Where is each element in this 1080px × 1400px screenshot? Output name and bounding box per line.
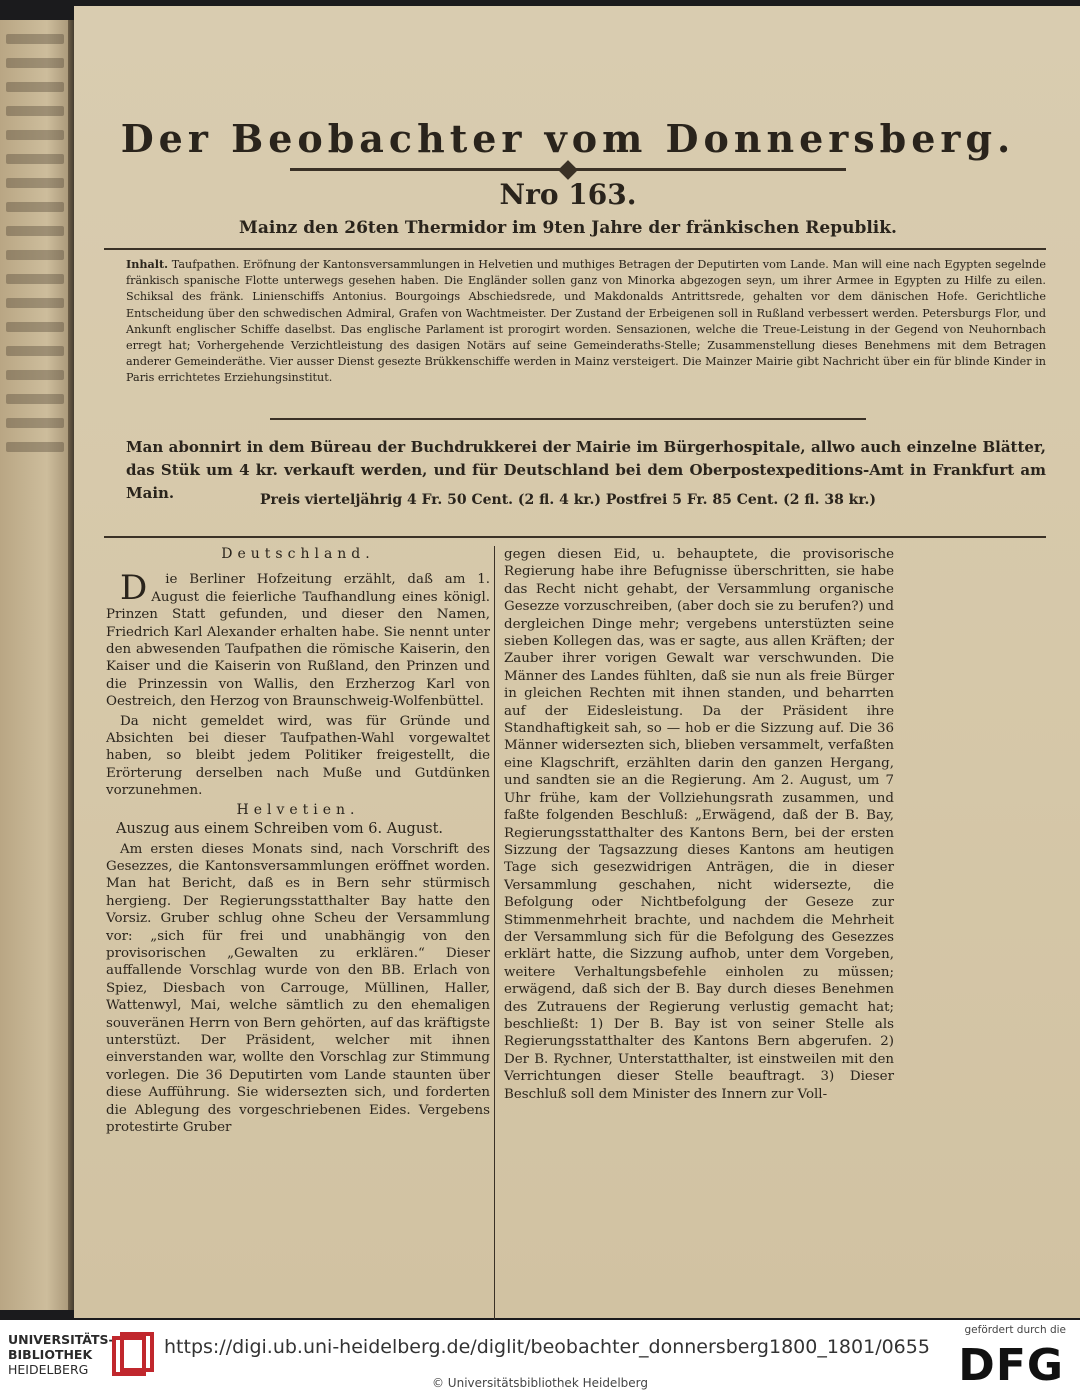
viewer-footer [0,1320,1080,1400]
permalink-url[interactable]: https://digi.ub.uni-heidelberg.de/diglit/beobachter_donnersberg1800_1801/0655 [164,1336,930,1358]
divider [270,418,866,420]
copyright-notice: © Universitätsbibliothek Heidelberg [431,1376,648,1390]
contents-summary [126,256,1046,387]
paragraph: Die Berliner Hofzeitung erzählt, daß am 1. August die feierliche Taufhandlung eines königl. Prinzen Statt gefunden, und dieser den Namen, Friedrich Karl Alexander erhalten habe. Sie nennt unter den abwesenden Taufpathen die römische Kaiserin, den Kaiser und die Kaiserin von Rußland, den Prinzen und die Prinzessin von Wallis, den Erzherzog Karl von Oestreich, den Herzog von Braunschweig-Wolfenbüttel. [106,568,490,710]
issue-number: Nro 163. [499,178,637,211]
divider [104,536,1046,538]
funding-caption: gefördert durch die [964,1324,1066,1336]
divider [104,248,1046,250]
column-right [504,546,894,1105]
article-subheading: Auszug aus einem Schreiben vom 6. August. [116,821,444,838]
masthead-title: Der Beobachter vom Donnersberg. [120,116,1016,161]
page-content [90,6,1046,1318]
library-logo-text: UNIVERSITÄTS- BIBLIOTHEK HEIDELBERG [8,1332,114,1377]
adjacent-page-edge [0,20,78,1310]
dateline: Mainz den 26ten Thermidor im 9ten Jahre der fränkischen Republik. [239,218,897,238]
price-line: Preis vierteljährig 4 Fr. 50 Cent. (2 fl. 4 kr.) Postfrei 5 Fr. 85 Cent. (2 fl. 38 kr.) [260,492,876,508]
library-crest-icon [108,1332,156,1380]
contents-label: Inhalt. [126,257,169,271]
paragraph: gegen diesen Eid, u. behauptete, die provisorische Regierung habe ihre Befugnisse überschritten, sie habe das Recht nicht gehabt, der Versammlung organische Gesezze vorzuschreiben, (aber doch sie zu berufen?) und dergleichen Dinge mehr; vergebens unterstüzten seine sieben Kollegen das, was er sagte, aus allen Kräften; der Zauber ihrer vorigen Gewalt war verschwunden. Die Männer des Landes fühlten, daß sie nun als freie Bürger in gleichen Rechten mit ihnen standen, und beharrten auf der Eidesleistung. Da der Präsident ihre Standhaftigkeit sah, so — hob er die Sizzung auf. Die 36 Männer widersezten sich, blieben versammelt, verfaßten eine Klagschrift, erzählten darin den ganzen Hergang, und sandten sie an die Regierung. Am 2. August, um 7 Uhr frühe, kam der Vollziehungsrath zusammen, und faßte folgenden Beschluß: „Erwägend, daß der B. Bay, Regierungsstatthalter des Kantons Bern, bei der ersten Sizzung der Tagsazzung dieses Kantons am heutigen Tage sich gesezwidrigen Anträgen, die in dieser Versammlung geschahen, nicht widersezte, die Befolgung oder Nichtbefolgung der Geseze zur Stimmenmehrheit brachte, und nachdem die Mehrheit der Versammlung sich für die Befolgung des Gesezzes erklärt hatte, die Sizzung aufhob, unter dem Vorgeben, weitere Verhaltungsbefehle einholen zu müssen; erwägend, daß sich der B. Bay durch dieses Benehmen des Zutrauens der Regierung verlustig gemacht hat; beschließt: 1) Der B. Bay ist von seiner Stelle als Regierungsstatthalter des Kantons Bern abgerufen. 2) Der B. Rychner, Unterstatthalter, ist einstweilen mit den Verrichtungen dieser Stelle beauftragt. 3) Dieser Beschluß soll dem Minister des Innern zur Voll- [504,547,894,1102]
newspaper-page [74,6,1080,1318]
contents-text: Taufpathen. Eröfnung der Kantonsversammlungen in Helvetien und muthiges Betragen der Deputirten vom Lande. Man will eine nach Egypten segelnde fränkisch spanische Flotte unterwegs gesehen haben. Die Engländer sollen ganz von Minorka abgezogen seyn, um ihrer Armee in Egypten zu Hilfe zu eilen. Schiksal des fränk. Linienschiffs Antonius. Bourgoings Abschiedsrede, und Makdonalds Antrittsrede, gehalten vor dem dänischen Hofe. Gerichtliche Entscheidung über den schwedischen Admiral, Grafen von Wachtmeister. Der Zustand der Erbeigenen soll in Rußland verbessert werden. Petersburgs Flor, und Ankunft englischer Schiffe daselbst. Das englische Parlament ist prorogirt worden. Sensazionen, welche die Treue-Leistung in der Gegend von Neuhornbach erregt hat; Vorhergehende Verzichtleistung des dasigen Notärs auf seine Gemeinderaths-Stelle; Zusammenstellung dieses Benehmens mit dem Betragen anderer Gemeinderäthe. Vier ausser Dienst gesezte Brükkenschiffe werden in Mainz versteigert. Die Mainzer Mairie gibt Nachricht über ein für blinde Kinder in Paris errichtetes Erziehungsinstitut. [126,258,1046,385]
paragraph: Am ersten dieses Monats sind, nach Vorschrift des Gesezzes, die Kantonsversammlungen eröffnet worden. Man hat Bericht, daß es in Bern sehr stürmisch hergieng. Der Regierungsstatthalter Bay hatte den Vorsiz. Gruber schlug ohne Scheu der Versammlung vor: „sich für frei und unabhängig von den provisorischen „Gewalten zu erklären.“ Dieser auffallende Vorschlag wurde von den BB. Erlach von Spiez, Diesbach von Carrouge, Müllinen, Haller, Wattenwyl, Mai, welche sämtlich zu den ehemaligen souveränen Herrn von Bern gehörten, auf das kräftigste unterstüzt. Der Präsident, welcher mit ihnen einverstanden war, wollte den Vorschlag zur Stimmung vorlegen. Die 36 Deputirten vom Lande staunten über diese Aufführung. Sie widersezten sich, und forderten die Ablegung des vorgeschriebenen Eides. Vergebens protestirte Gruber [106,841,490,1135]
dfg-logo: DFG [958,1340,1064,1391]
paragraph: Da nicht gemeldet wird, was für Gründe und Absichten bei dieser Taufpathen-Wahl vorgewaltet haben, so bleibt jedem Politiker freigestellt, die Erörterung derselben nach Muße und Gutdünken vorzunehmen. [106,713,490,799]
column-rule [494,546,495,1376]
column-left [106,546,490,1138]
ornamental-rule [290,168,846,171]
section-heading: Helvetien. [236,801,360,818]
section-heading: Deutschland. [221,546,375,562]
subscription-notice: Man abonnirt in dem Büreau der Buchdrukkerei der Mairie im Bürgerhospitale, allwo auch einzelne Blätter, das Stük um 4 kr. verkauft werden, und für Deutschland bei dem Oberpostexpeditions-Amt in Frankfurt am Main. [126,438,1046,502]
